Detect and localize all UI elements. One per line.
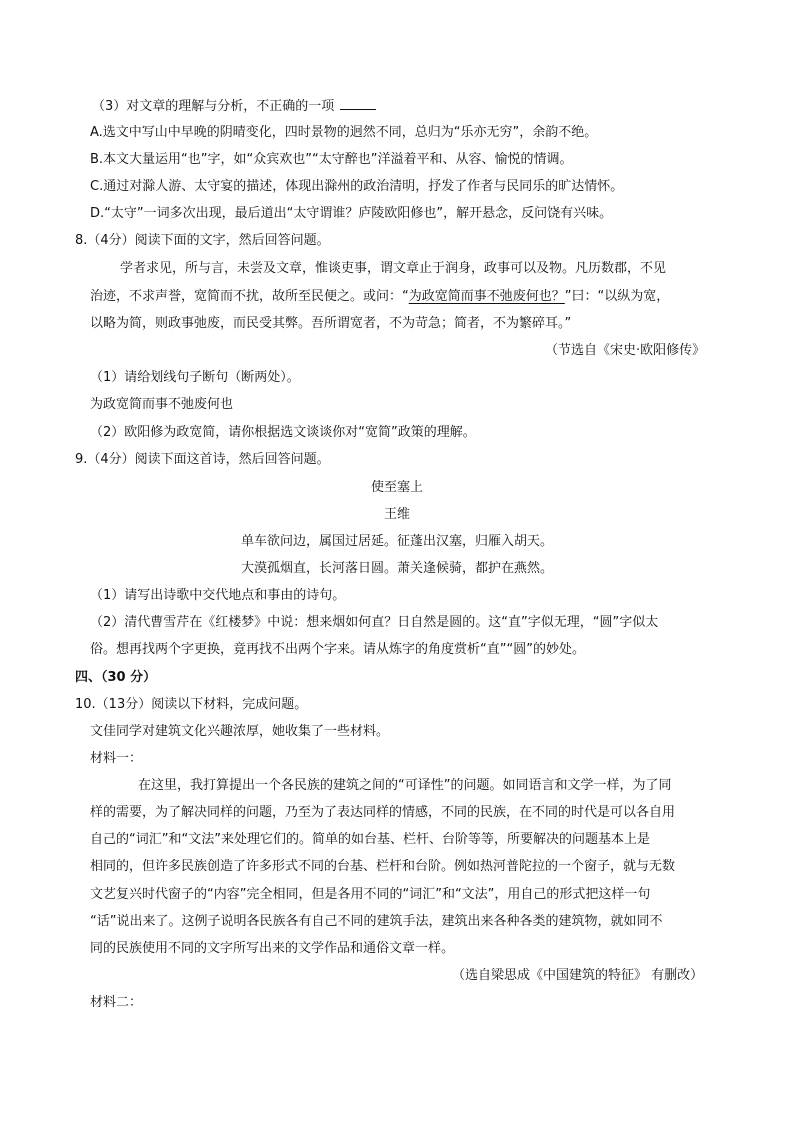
q7-3-stem-text: （3）对文章的理解与分析，不正确的一项 [92,99,335,114]
q8-sub2: （2）欧阳修为政宽简，请你根据选文谈谈你对“宽简”政策的理解。 [90,425,476,440]
q7-3-option-d: D.“太守”一词多次出现，最后道出“太守谓谁？庐陵欧阳修也”，解开悬念，反问饶有兴味。 [90,206,613,221]
q8-passage-line2 [90,288,669,306]
answer-blank[interactable] [340,97,376,110]
q7-3-option-b: B.本文大量运用“也”字，如“众宾欢也”“太守醉也”洋溢着平和、从容、愉悦的情调。 [90,152,573,167]
poem-author: 王维 [383,507,410,522]
q7-3-option-a: A.选文中写山中早晚的阴晴变化，四时景物的迥然不同，总归为“乐亦无穷”，余韵不绝。 [90,125,598,140]
q7-3-stem [92,97,376,116]
material-1-source: （选自梁思成《中国建筑的特征》 有删改） [452,968,704,983]
material-1-line1: 在这里，我打算提出一个各民族的建筑之间的“可译性”的问题。如同语言和文学一样，为了同 [138,778,672,793]
q9-sub1: （1）请写出诗歌中交代地点和事由的诗句。 [90,588,346,603]
material-1-line6: “话”说出来了。这例子说明各民族各有自己不同的建筑手法，建筑出来各种各类的建筑物，就如同不 [90,914,663,929]
q7-3-option-c: C.通过对滁人游、太守宴的描述，体现出滁州的政治清明，抒发了作者与民同乐的旷达情怀。 [90,179,624,194]
q8-sub1: （1）请给划线句子断句（断两处）。 [90,370,300,385]
q8-source: （节选自《宋史·欧阳修传》 [545,343,706,358]
q10-header: 10.（13分）阅读以下材料，完成问题。 [75,697,308,712]
q9-sub2-line2: 俗。想再找两个字更换，竟再找不出两个字来。请从炼字的角度赏析“直”“圆”的妙处。 [90,642,585,657]
q8-passage-line3: 以略为简，则政事弛废，而民受其弊。吾所谓宽者，不为苛急；简者，不为繁碎耳。” [90,316,572,331]
material-2-label: 材料二： [90,995,143,1010]
material-1-line2: 样的需要，为了解决同样的问题，乃至为了表达同样的情感，不同的民族，在不同的时代是可以各自用 [90,805,676,820]
material-1-line5: 文艺复兴时代窗子的“内容”完全相同，但是各用不同的“词汇”和“文法”，用自己的形式把这样一句 [90,887,651,902]
q10-intro: 文佳同学对建筑文化兴趣浓厚，她收集了一些材料。 [90,724,390,739]
q8-header: 8.（4分）阅读下面的文字，然后回答问题。 [75,233,330,248]
poem-title: 使至塞上 [370,480,423,495]
material-1-label: 材料一： [90,751,143,766]
q8-underlined-sentence: 为政宽简而事不弛废何也？ [408,289,565,304]
poem-line1: 单车欲问边，属国过居延。征蓬出汉塞，归雁入胡天。 [240,534,553,549]
q8-passage-line2-b: ”曰：“以纵为宽， [564,289,670,304]
material-1-line4: 相同的，但许多民族创造了许多形式不同的台基、栏杆和台阶。例如热河普陀拉的一个窗子，就与无数 [90,859,676,874]
material-1-line7: 同的民族使用不同的文字所写出来的文学作品和通俗文章一样。 [90,941,455,956]
material-1-line3: 自己的“词汇”和“文法”来处理它们的。简单的如台基、栏杆、台阶等等，所要解决的问题基本上是 [90,832,650,847]
q8-passage-line2-a: 治迹，不求声誉，宽简而不扰，故所至民便之。或问：“ [90,289,409,304]
poem-line2: 大漠孤烟直，长河落日圆。萧关逢候骑，都护在燕然。 [240,561,553,576]
q8-passage-line1: 学者求见，所与言，未尝及文章，惟谈吏事，谓文章止于润身，政事可以及物。凡历数郡，不见 [120,261,667,276]
q8-sentence: 为政宽简而事不弛废何也 [90,397,234,412]
q9-header: 9.（4分）阅读下面这首诗，然后回答问题。 [75,452,330,467]
q9-sub2-line1: （2）清代曹雪芹在《红楼梦》中说：想来烟如何直？日自然是圆的。这“直”字似无理，“圆”字似太 [90,615,659,630]
section-4-header: 四、（30 分） [75,670,157,685]
